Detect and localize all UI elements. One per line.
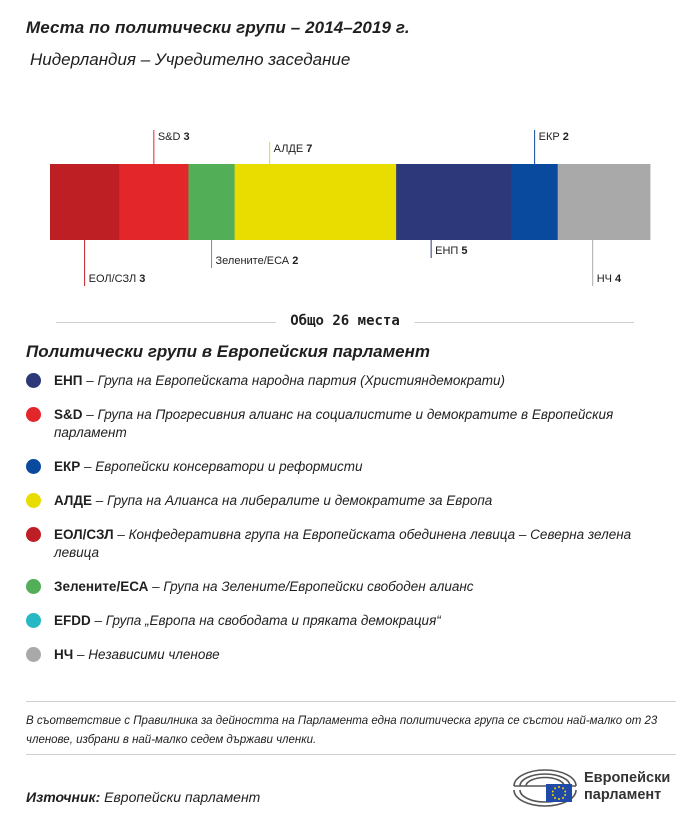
bar-segment [512, 164, 559, 240]
rules-note: В съответствие с Правилника за дейността на Парламента една политическа група се състои най-малко от 23 членове, избрани в най-малко седем държави членки. [26, 715, 658, 746]
source [26, 789, 260, 805]
total-label: Общо 26 места [276, 313, 414, 329]
legend-text [54, 646, 654, 664]
legend-desc: – Група „Европа на свободата и пряката демокрация“ [90, 613, 441, 628]
bar-label-value: 7 [306, 143, 313, 155]
bar-label-value: 3 [139, 273, 146, 285]
legend-abbr: ЕНП [54, 373, 83, 388]
bar-label-value: 4 [615, 273, 622, 285]
bar-label-value: 2 [292, 255, 299, 267]
bar-label [216, 255, 299, 267]
legend-dot-icon [26, 613, 41, 628]
legend-dot-icon [26, 407, 41, 422]
legend-abbr: EFDD [54, 613, 91, 628]
bar-label [435, 245, 467, 257]
bar-segment [188, 164, 235, 240]
bar-label-value: 2 [562, 131, 569, 143]
bar-segment [235, 164, 397, 240]
logo-line-1: Европейски [584, 770, 671, 786]
legend-dot-icon [26, 527, 41, 542]
bar-segment [558, 164, 651, 240]
divider-bottom [26, 754, 676, 755]
logo-line-2: парламент [584, 787, 662, 803]
bar-label-name: Зелените/ЕСА [215, 255, 293, 267]
legend-desc: – Група на Алианса на либералите и демократите за Европа [92, 493, 493, 508]
source-value: Европейски парламент [104, 789, 261, 805]
legend-desc: – Група на Зелените/Европейски свободен алианс [148, 579, 474, 594]
legend-title: Политически групи в Европейския парламент [26, 342, 431, 361]
legend-text [54, 526, 654, 562]
legend-dot-icon [26, 493, 41, 508]
bar-segment [119, 164, 189, 240]
legend-text [54, 578, 654, 596]
legend-dot-icon [26, 647, 41, 662]
bar-label-name: ЕКР [538, 131, 563, 143]
legend-desc: – Европейски консерватори и реформисти [80, 459, 363, 474]
bar-label-value: 5 [461, 245, 468, 257]
bar-label [89, 273, 146, 285]
bar-label [539, 131, 569, 143]
source-label: Източник: [26, 789, 101, 805]
bar-label-name: ЕНП [435, 245, 462, 257]
legend-desc: – Група на Прогресивния алианс на социалистите и демократите в Европейския парламент [54, 407, 614, 440]
legend-text [54, 372, 654, 390]
legend-dot-icon [26, 459, 41, 474]
bar-label [158, 131, 190, 143]
legend-abbr: АЛДЕ [54, 493, 93, 508]
legend-abbr: ЕОЛ/СЗЛ [54, 527, 114, 542]
bar-label-name: НЧ [596, 273, 616, 285]
legend-text [54, 458, 654, 476]
legend-text [54, 612, 654, 630]
legend-text [54, 492, 654, 510]
bar-label-value: 3 [183, 131, 190, 143]
legend-text [54, 406, 654, 442]
divider-top [26, 701, 676, 702]
legend-dot-icon [26, 579, 41, 594]
legend-dot-icon [26, 373, 41, 388]
bar-segment [50, 164, 120, 240]
bar-segment [396, 164, 512, 240]
legend-abbr: S&D [54, 407, 83, 422]
stacked-bar-chart [0, 120, 700, 300]
logo-text [584, 770, 670, 804]
chart-title: Места по политически групи – 2014–2019 г. [26, 18, 410, 37]
legend-desc: – Независими членове [73, 647, 220, 662]
legend-desc: – Конфедеративна група на Европейската обединена левица – Северна зелена левица [54, 527, 632, 560]
legend-abbr: ЕКР [54, 459, 81, 474]
legend-abbr: Зелените/ЕСА [54, 579, 149, 594]
legend-abbr: НЧ [54, 647, 74, 662]
bar-label [597, 273, 622, 285]
chart-subtitle: Нидерландия – Учредително заседание [30, 50, 351, 69]
bar-label-name: S&D [157, 131, 184, 143]
total-seats [56, 312, 634, 332]
legend-desc: – Група на Европейската народна партия (Християндемократи) [82, 373, 506, 388]
bar-label-name: ЕОЛ/СЗЛ [88, 273, 140, 285]
bar-label [274, 143, 313, 155]
bar-label-name: АЛДЕ [273, 143, 307, 155]
